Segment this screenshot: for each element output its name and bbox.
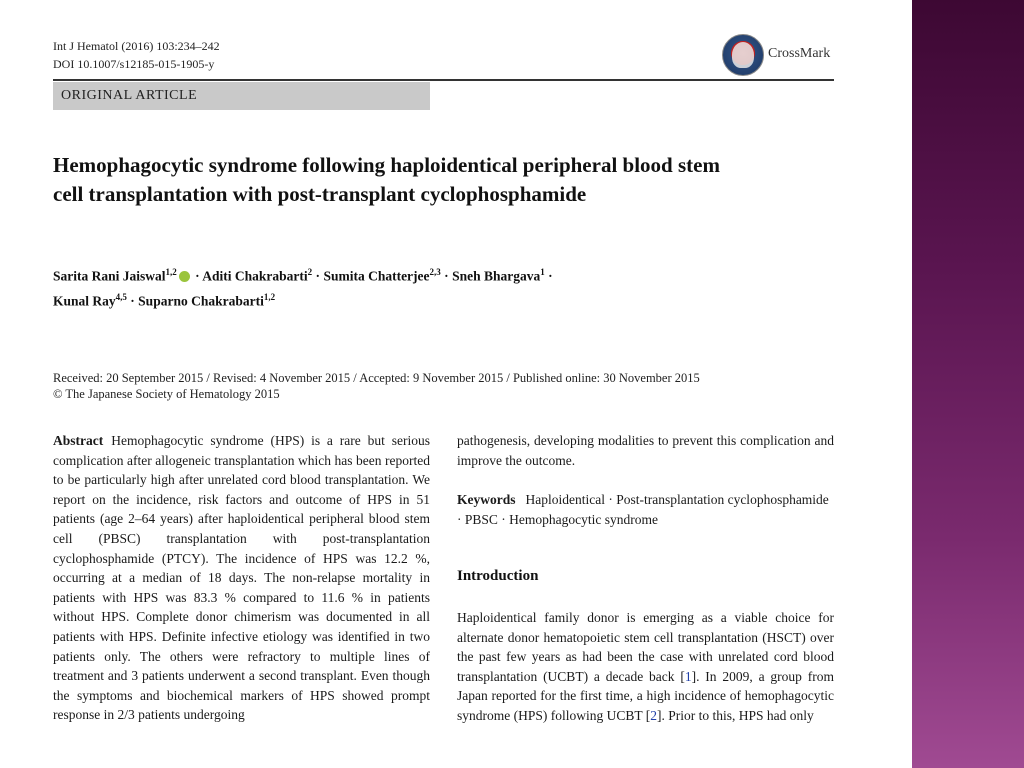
dates-line: Received: 20 September 2015 / Revised: 4 November 2015 / Accepted: 9 November 2015 / Published online: 30 November 2015 [53,371,700,385]
abstract-column [53,431,430,725]
crossmark-badge[interactable] [722,34,842,78]
abstract-continued: pathogenesis, developing modalities to prevent this complication and improve the outcome. [457,433,834,468]
author-affiliation: 2,3 [429,267,441,277]
author-affiliation: 2 [307,267,313,277]
article-type-banner: ORIGINAL ARTICLE [53,82,430,110]
author-name: Sarita Rani Jaiswal [53,268,166,284]
reference-link-2[interactable]: 2 [650,707,658,723]
crossmark-label: CrossMark [768,46,831,61]
author-list: Sarita Rani Jaiswal$^{1,2}$ · Aditi Chakrabarti$^2$ · Sumita Chatterjee$^{2,3}$ · Sneh Bhargava$^1$ · Kunal Ray$^{4,5}$ · Suparno Chakrabarti$^{1,2}$ [53,267,553,308]
keywords-block [457,490,834,530]
intro-text-c: ]. Prior to this, HPS had only [657,707,814,723]
crossmark-icon [722,34,764,76]
orcid-icon[interactable] [179,271,190,282]
introduction-heading: Introduction [457,568,539,584]
decorative-side-band [912,0,1024,768]
intro-text-a: Haploidentical family donor is emerging as a viable choice for alternate donor hematopoietic stem cell transplantation (HSCT) over the past few years as had been the case with unrelated cord blood transplantation (UCBT) a decade back [ [457,610,834,684]
author-name: Kunal Ray [53,293,116,308]
journal-info [53,37,220,73]
author-name: Sneh Bhargava [452,268,541,284]
abstract-text: Hemophagocytic syndrome (HPS) is a rare but serious complication after allogeneic transplantation which has been reported to be particularly high after unrelated cord blood transplantation. We report on the incidence, risk factors and outcome of HPS in 51 patients (age 2–64 years) after haploidentical peripheral blood stem cell (PBSC) transplantation with post-transplantation cyclophosphamide (PTCY). The incidence of HPS was 12.2 %, occurring at a median of 18 days. The non-relapse mortality in patients with HPS was 83.3 % compared to 11.6 % in patients without HPS. Complete donor chimerism was documented in all patients with HPS. Definite infective etiology was identified in two patients only. The others were refractory to multiple lines of treatment and 3 patients underwent a second transplant. Even though the symptoms and biochemical markers of HPS showed prompt response in 2/3 patients undergoing [53,433,430,723]
copyright-line: © The Japanese Society of Hematology 2015 [53,387,280,401]
journal-doi: DOI 10.1007/s12185-015-1905-y [53,57,215,71]
author-affiliation: 1,2 [263,291,276,302]
introduction-text [457,608,834,726]
article-title: Hemophagocytic syndrome following haploidentical peripheral blood stem cell transplantation with post-transplant cyclophosphamide [53,153,720,206]
journal-citation: Int J Hematol (2016) 103:234–242 [53,39,220,53]
author-affiliation: 4,5 [115,291,127,302]
author-affiliation: 1,2 [165,267,177,277]
author-name: Aditi Chakrabarti [202,268,308,284]
keywords-heading: Keywords [457,492,516,507]
reference-link-1[interactable]: 1 [684,668,692,684]
author-name: Sumita Chatterjee [323,268,430,284]
keywords-text: Haploidentical · Post-transplantation cyclophosphamide · PBSC · Hemophagocytic syndrome [457,492,829,527]
author-name: Suparno Chakrabarti [138,293,264,308]
header-rule [53,79,834,81]
abstract-heading: Abstract [53,433,104,448]
author-affiliation: 1 [540,267,545,277]
publication-dates [53,370,700,402]
intro-text-b: ]. In 2009, a group from Japan reported for the first time, a high incidence of hemophagocytic syndrome (HPS) following UCBT [ [457,668,834,723]
